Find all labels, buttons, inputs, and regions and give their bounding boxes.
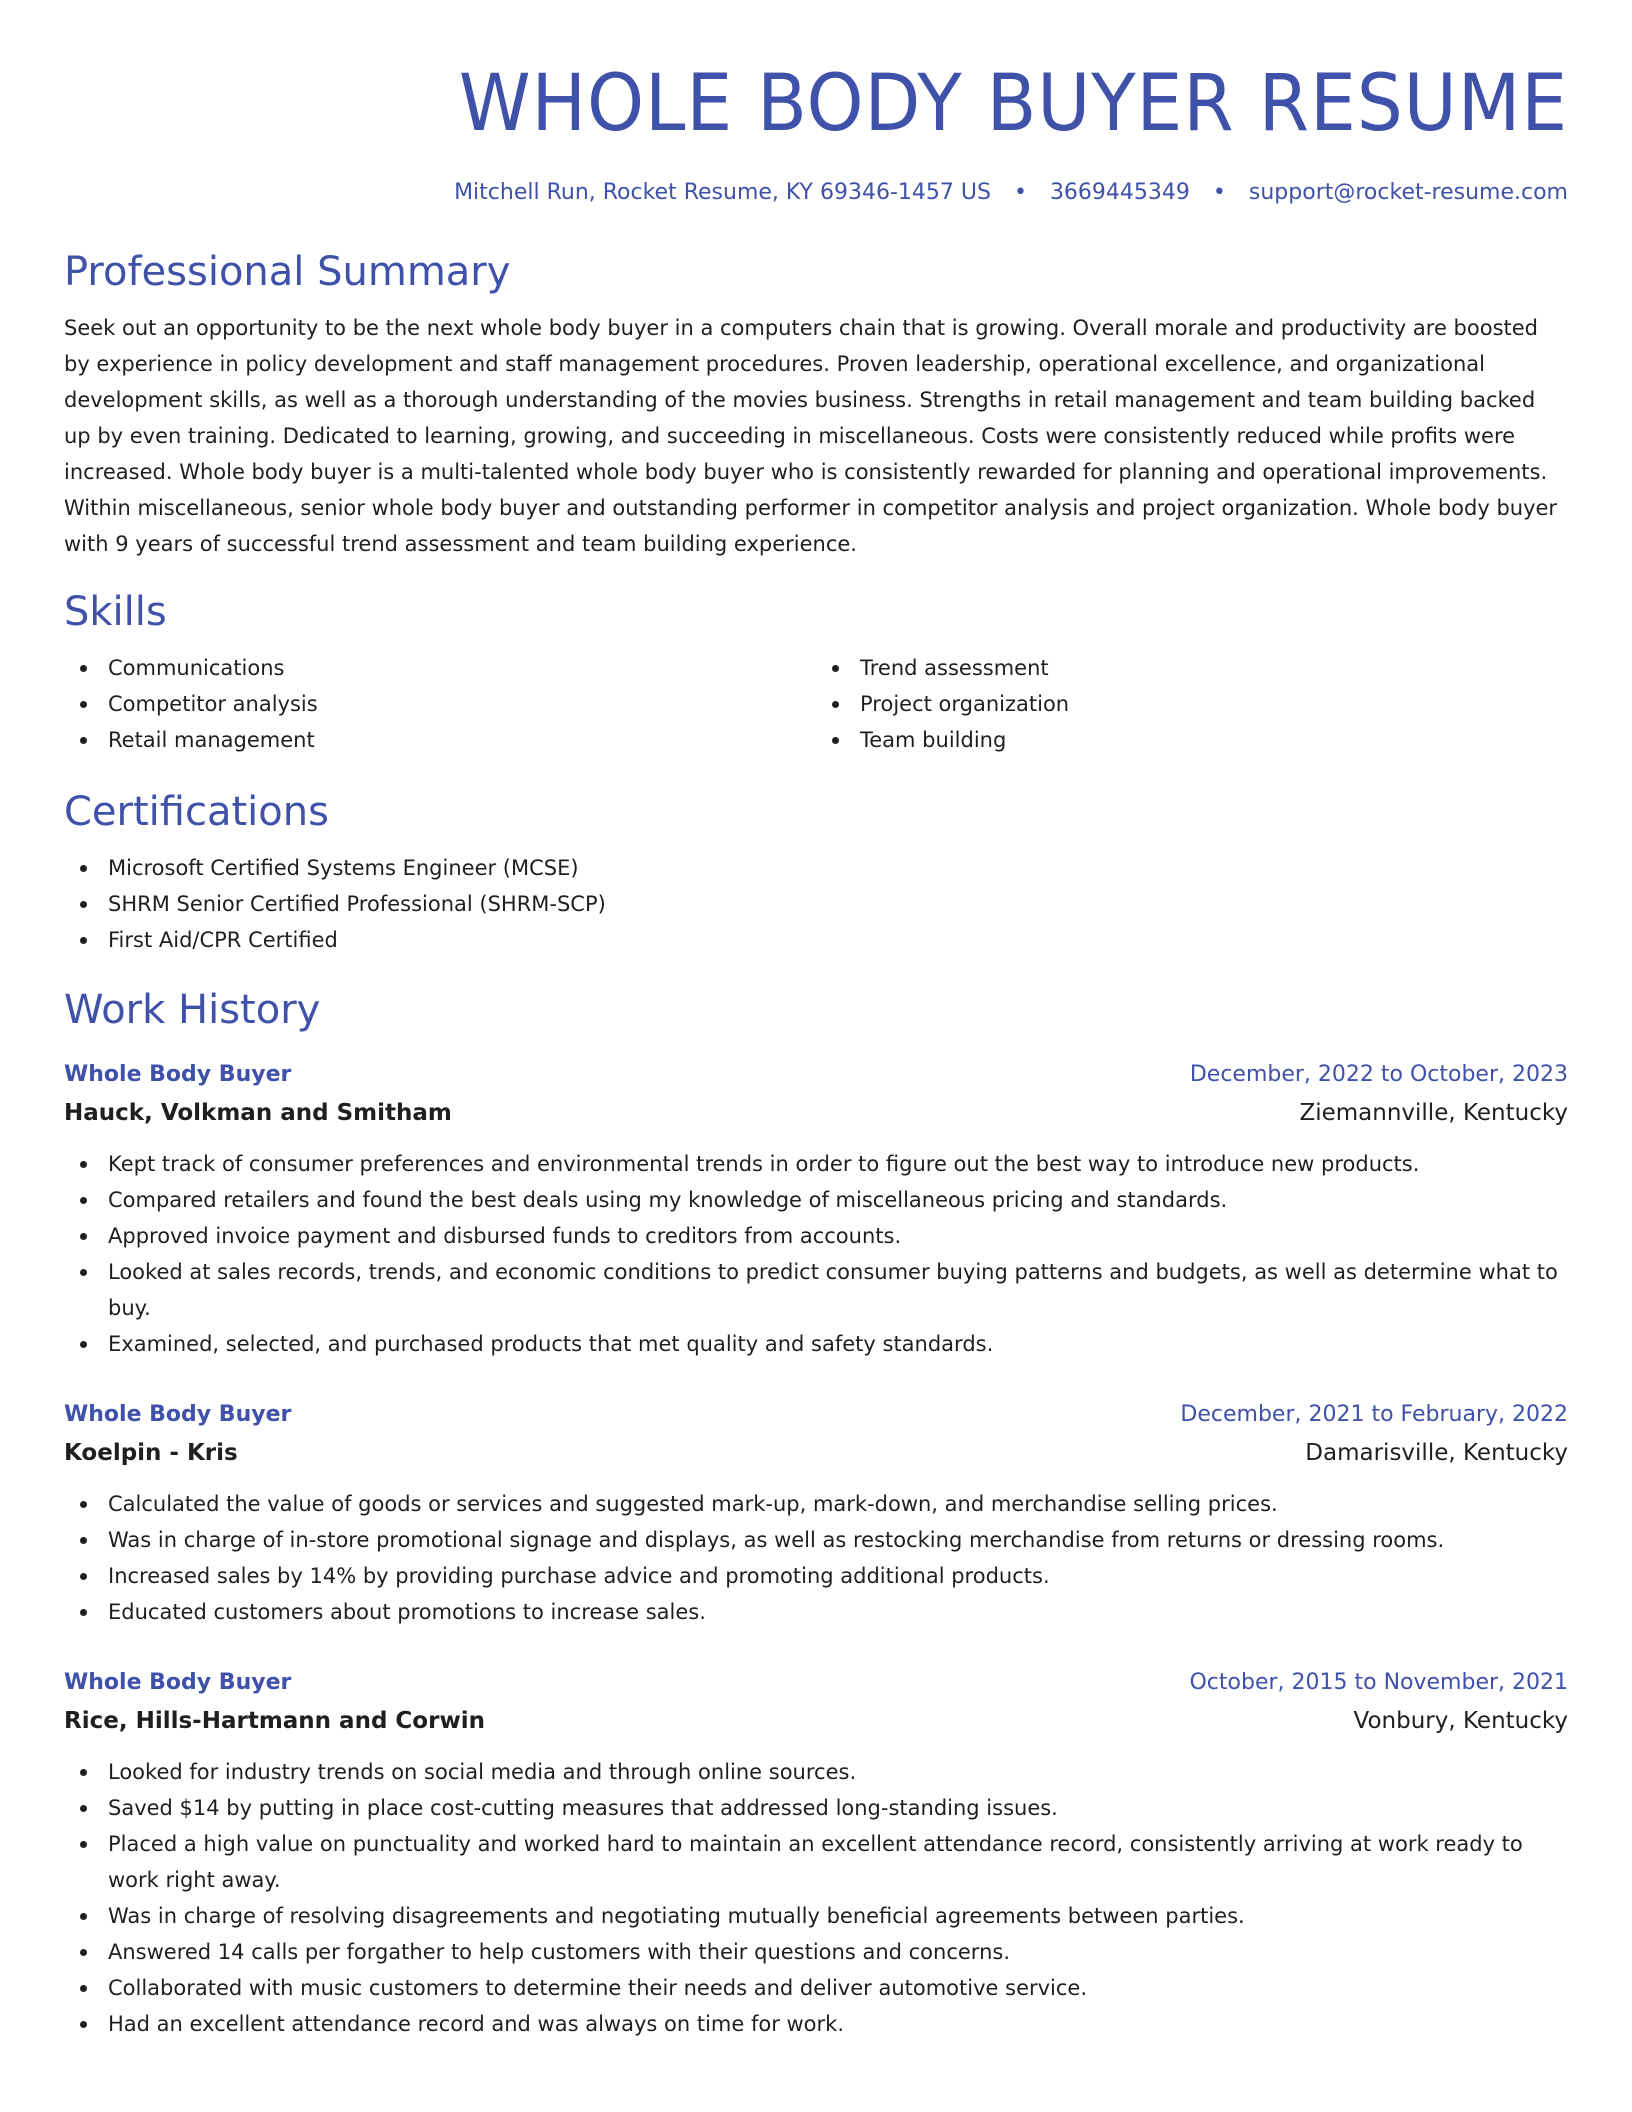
contact-separator: • — [1013, 180, 1027, 205]
job-duties-list — [64, 1146, 1568, 1362]
job-duty-item: Increased sales by 14% by providing purchase advice and promoting additional products. — [64, 1558, 1568, 1594]
job-duty-item: Placed a high value on punctuality and worked hard to maintain an excellent attendance record, consistently arriving at work ready to work right away. — [64, 1826, 1568, 1898]
job-company: Hauck, Volkman and Smitham — [64, 1100, 452, 1126]
job-entry — [64, 1396, 1568, 1630]
certification-item: SHRM Senior Certified Professional (SHRM-SCP) — [64, 886, 1568, 922]
job-duty-item: Kept track of consumer preferences and environmental trends in order to figure out the best way to introduce new products. — [64, 1146, 1568, 1182]
skills-list-left — [64, 650, 816, 758]
job-duty-item: Compared retailers and found the best deals using my knowledge of miscellaneous pricing and standards. — [64, 1182, 1568, 1218]
work-history-heading: Work History — [64, 987, 321, 1033]
job-company-row — [64, 1434, 1568, 1472]
job-company: Rice, Hills-Hartmann and Corwin — [64, 1708, 485, 1734]
job-company-row — [64, 1702, 1568, 1740]
certifications-heading: Certifications — [64, 789, 329, 835]
job-location: Ziemannville, Kentucky — [1299, 1100, 1568, 1126]
resume-title: WHOLE BODY BUYER RESUME — [458, 59, 1568, 149]
skills-grid — [64, 650, 1568, 758]
job-duty-item: Looked for industry trends on social media and through online sources. — [64, 1754, 1568, 1790]
job-company-row — [64, 1094, 1568, 1132]
job-company: Koelpin - Kris — [64, 1440, 238, 1466]
job-location: Damarisville, Kentucky — [1305, 1440, 1568, 1466]
contact-email: support@rocket-resume.com — [1248, 180, 1568, 205]
summary-section — [64, 246, 1568, 562]
job-duty-item: Looked at sales records, trends, and economic conditions to predict consumer buying patterns and budgets, as well as determine what to buy. — [64, 1254, 1568, 1326]
job-entry — [64, 1056, 1568, 1362]
contact-address: Mitchell Run, Rocket Resume, KY 69346-1457 US — [454, 180, 991, 205]
skills-heading: Skills — [64, 589, 167, 635]
skill-item: Project organization — [816, 686, 1568, 722]
job-location: Vonbury, Kentucky — [1353, 1708, 1568, 1734]
job-duty-item: Collaborated with music customers to determine their needs and deliver automotive service. — [64, 1970, 1568, 2006]
job-duty-item: Answered 14 calls per forgather to help customers with their questions and concerns. — [64, 1934, 1568, 1970]
job-duty-item: Approved invoice payment and disbursed funds to creditors from accounts. — [64, 1218, 1568, 1254]
skills-section — [64, 586, 1568, 758]
skill-item: Team building — [816, 722, 1568, 758]
job-duty-item: Educated customers about promotions to increase sales. — [64, 1594, 1568, 1630]
job-title: Whole Body Buyer — [64, 1062, 292, 1087]
job-duties-list — [64, 1754, 1568, 2042]
certification-item: First Aid/CPR Certified — [64, 922, 1568, 958]
work-history-section — [64, 984, 1568, 2042]
job-dates: December, 2021 to February, 2022 — [1180, 1402, 1568, 1427]
job-header-row — [64, 1396, 1568, 1434]
certifications-section — [64, 786, 1568, 958]
job-duty-item: Calculated the value of goods or services and suggested mark-up, mark-down, and merchandise selling prices. — [64, 1486, 1568, 1522]
job-header-row — [64, 1056, 1568, 1094]
skill-item: Communications — [64, 650, 816, 686]
job-entry — [64, 1664, 1568, 2042]
certification-item: Microsoft Certified Systems Engineer (MCSE) — [64, 850, 1568, 886]
job-title: Whole Body Buyer — [64, 1402, 292, 1427]
contact-separator: • — [1212, 180, 1226, 205]
job-title: Whole Body Buyer — [64, 1670, 292, 1695]
job-duties-list — [64, 1486, 1568, 1630]
certifications-list — [64, 850, 1568, 958]
summary-heading: Professional Summary — [64, 249, 511, 295]
job-dates: October, 2015 to November, 2021 — [1189, 1670, 1568, 1695]
job-duty-item: Examined, selected, and purchased products that met quality and safety standards. — [64, 1326, 1568, 1362]
job-dates: December, 2022 to October, 2023 — [1189, 1062, 1568, 1087]
contact-line — [64, 178, 1568, 208]
skill-item: Retail management — [64, 722, 816, 758]
job-duty-item: Saved $14 by putting in place cost-cutting measures that addressed long-standing issues. — [64, 1790, 1568, 1826]
job-duty-item: Was in charge of in-store promotional signage and displays, as well as restocking merchandise from returns or dressing rooms. — [64, 1522, 1568, 1558]
skill-item: Competitor analysis — [64, 686, 816, 722]
contact-phone: 3669445349 — [1049, 180, 1190, 205]
skills-list-right — [816, 650, 1568, 758]
summary-text: Seek out an opportunity to be the next whole body buyer in a computers chain that is growing. Overall morale and productivity are boosted by experience in policy development and staff management procedures. Proven leadership, operational excellence, and organizational development skills, as well as a thorough understanding of the movies business. Strengths in retail management and team building backed up by even training. Dedicated to learning, growing, and succeeding in miscellaneous. Costs were consistently reduced while profits were increased. Whole body buyer is a multi-talented whole body buyer who is consistently rewarded for planning and operational improvements. Within miscellaneous, senior whole body buyer and outstanding performer in competitor analysis and project organization. Whole body buyer with 9 years of successful trend assessment and team building experience. — [64, 316, 1558, 556]
job-duty-item: Had an excellent attendance record and was always on time for work. — [64, 2006, 1568, 2042]
resume-header — [64, 0, 1568, 208]
job-duty-item: Was in charge of resolving disagreements and negotiating mutually beneficial agreements between parties. — [64, 1898, 1568, 1934]
job-header-row — [64, 1664, 1568, 1702]
skill-item: Trend assessment — [816, 650, 1568, 686]
